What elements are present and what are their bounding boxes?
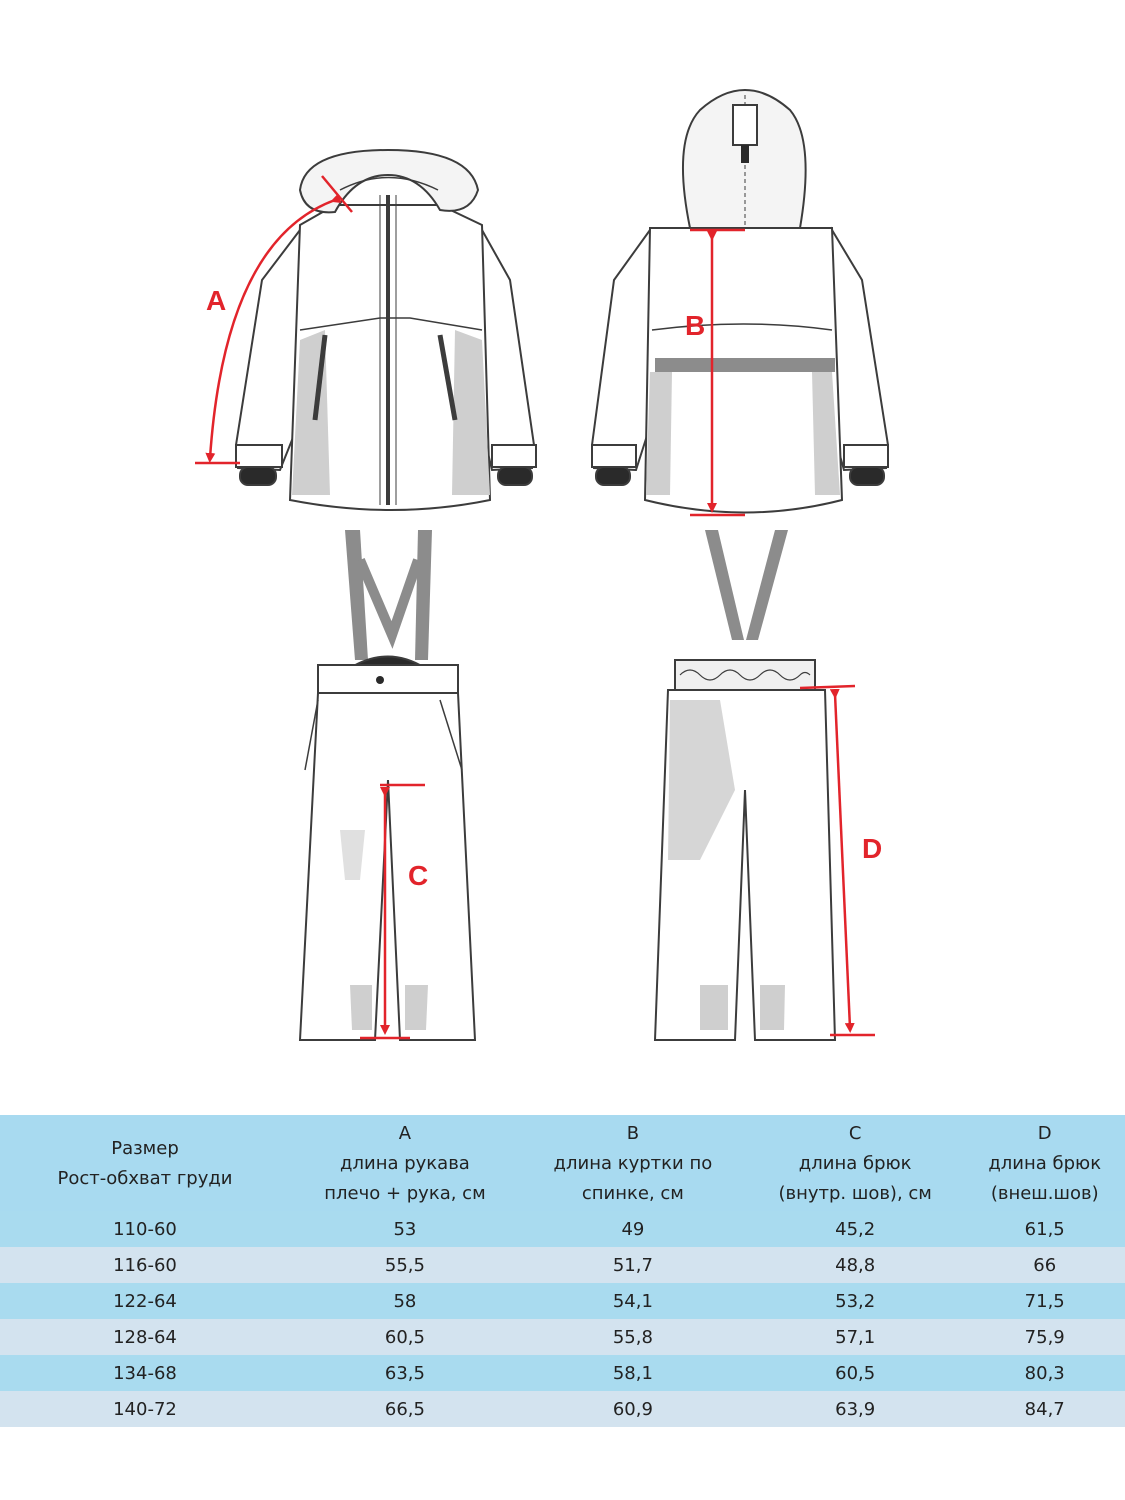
header-b-letter: B bbox=[626, 1123, 640, 1144]
cell-b: 60,9 bbox=[520, 1391, 746, 1427]
header-b-line1: длина куртки по bbox=[553, 1153, 713, 1174]
cell-b: 51,7 bbox=[520, 1247, 746, 1283]
label-b: B bbox=[685, 310, 706, 341]
table-row bbox=[0, 1355, 1125, 1391]
cell-a: 66,5 bbox=[290, 1391, 520, 1427]
cell-size: 110-60 bbox=[0, 1211, 290, 1247]
header-size bbox=[0, 1115, 290, 1211]
jacket-back bbox=[592, 90, 888, 513]
header-size-line2: Рост-обхват груди bbox=[57, 1168, 233, 1189]
cell-d: 61,5 bbox=[964, 1211, 1125, 1247]
cell-c: 57,1 bbox=[746, 1319, 965, 1355]
table-row bbox=[0, 1391, 1125, 1427]
header-c-line2: (внутр. шов), см bbox=[778, 1183, 932, 1204]
header-d-line1: длина брюк bbox=[988, 1153, 1102, 1174]
cell-d: 75,9 bbox=[964, 1319, 1125, 1355]
header-a-line2: плечо + рука, см bbox=[324, 1183, 486, 1204]
label-a: A bbox=[206, 285, 227, 316]
header-size-line1: Размер bbox=[111, 1138, 179, 1159]
cell-c: 45,2 bbox=[746, 1211, 965, 1247]
cell-b: 54,1 bbox=[520, 1283, 746, 1319]
cell-d: 71,5 bbox=[964, 1283, 1125, 1319]
table-row bbox=[0, 1283, 1125, 1319]
cell-a: 63,5 bbox=[290, 1355, 520, 1391]
header-a bbox=[290, 1115, 520, 1211]
cell-a: 58 bbox=[290, 1283, 520, 1319]
pants-back bbox=[655, 530, 835, 1040]
header-d-line2: (внеш.шов) bbox=[990, 1183, 1099, 1204]
header-c bbox=[746, 1115, 965, 1211]
cell-size: 122-64 bbox=[0, 1283, 290, 1319]
cell-d: 84,7 bbox=[964, 1391, 1125, 1427]
cell-a: 55,5 bbox=[290, 1247, 520, 1283]
header-a-line1: длина рукава bbox=[340, 1153, 470, 1174]
table-row bbox=[0, 1211, 1125, 1247]
size-table bbox=[0, 1115, 1125, 1427]
cell-b: 49 bbox=[520, 1211, 746, 1247]
cell-size: 134-68 bbox=[0, 1355, 290, 1391]
cell-a: 60,5 bbox=[290, 1319, 520, 1355]
header-c-letter: C bbox=[848, 1123, 862, 1144]
cell-size: 116-60 bbox=[0, 1247, 290, 1283]
cell-c: 48,8 bbox=[746, 1247, 965, 1283]
cell-c: 63,9 bbox=[746, 1391, 965, 1427]
label-c: C bbox=[408, 860, 429, 891]
cell-d: 80,3 bbox=[964, 1355, 1125, 1391]
table-header-row bbox=[0, 1115, 1125, 1211]
header-a-letter: A bbox=[398, 1123, 412, 1144]
cell-b: 58,1 bbox=[520, 1355, 746, 1391]
header-b-line2: спинке, см bbox=[581, 1183, 684, 1204]
header-d-letter: D bbox=[1037, 1123, 1052, 1144]
table-row bbox=[0, 1247, 1125, 1283]
cell-b: 55,8 bbox=[520, 1319, 746, 1355]
jacket-front bbox=[236, 150, 536, 510]
cell-c: 60,5 bbox=[746, 1355, 965, 1391]
header-b bbox=[520, 1115, 746, 1211]
cell-c: 53,2 bbox=[746, 1283, 965, 1319]
cell-size: 140-72 bbox=[0, 1391, 290, 1427]
table-row bbox=[0, 1319, 1125, 1355]
cell-size: 128-64 bbox=[0, 1319, 290, 1355]
cell-d: 66 bbox=[964, 1247, 1125, 1283]
header-d bbox=[964, 1115, 1125, 1211]
header-c-line1: длина брюк bbox=[798, 1153, 912, 1174]
label-d: D bbox=[862, 833, 883, 864]
cell-a: 53 bbox=[290, 1211, 520, 1247]
